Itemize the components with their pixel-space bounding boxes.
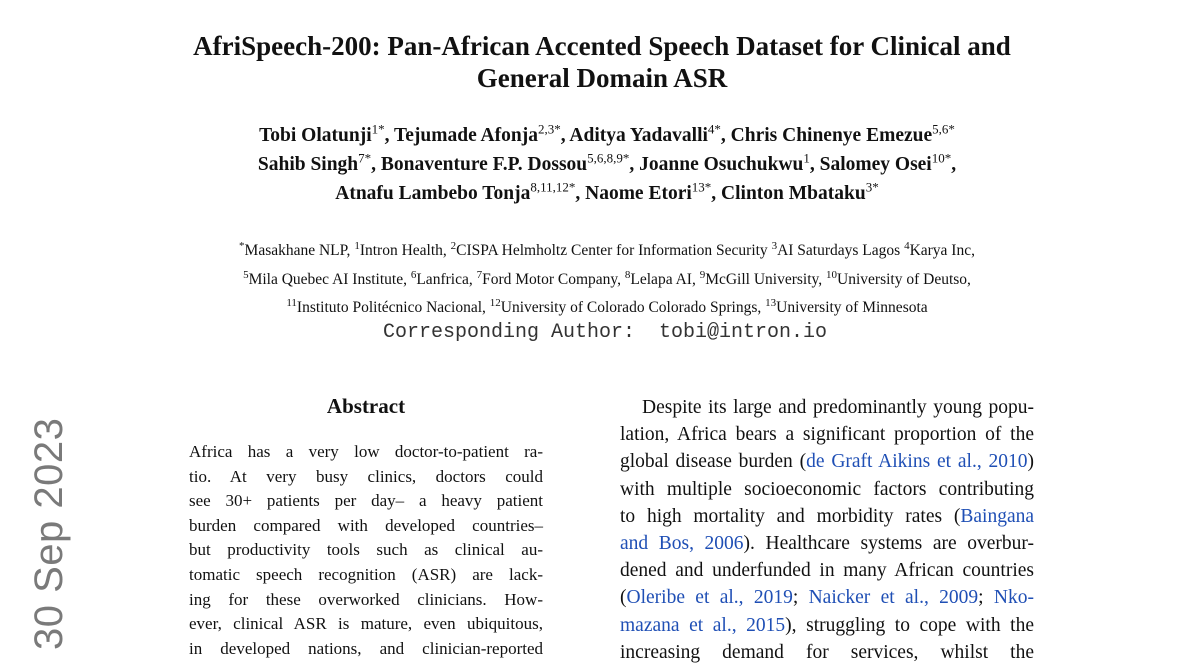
author-list xyxy=(0,121,1200,208)
affiliation-name: Lanfrica, xyxy=(416,270,473,288)
affiliation-name: University of Colorado Colorado Springs, xyxy=(500,299,762,316)
author-affiliation-marker: 5,6,8,9* xyxy=(587,150,630,166)
affiliation-marker: 13 xyxy=(765,296,777,309)
author-affiliation-marker: 13* xyxy=(691,179,712,195)
author-name: Chris Chinenye Emezue xyxy=(730,125,933,146)
affiliation-name: Lelapa AI, xyxy=(630,270,696,288)
affiliation-marker: 5 xyxy=(243,268,249,281)
intro-line xyxy=(620,448,1034,475)
affiliation-marker: 10 xyxy=(826,268,838,281)
intro-line: dened and underfunded in many African countries xyxy=(620,560,1034,582)
abstract-line: tio. At very busy clinics, doctors could xyxy=(189,466,543,486)
affiliation-line-2 xyxy=(0,266,1200,295)
affiliation-marker: 12 xyxy=(489,296,501,309)
author-name: Naome Etori xyxy=(585,183,692,204)
abstract-line: Africa has a very low doctor-to-patient ra- xyxy=(189,442,543,461)
abstract-line: burden compared with developed countries– xyxy=(189,515,543,535)
author-name: Aditya Yadavalli xyxy=(569,125,708,146)
citation-link[interactable]: mazana et al., 2015 xyxy=(620,614,786,636)
intro-line: Despite its large and predominantly young popu- xyxy=(642,397,1034,418)
abstract-line: in developed nations, and clinician-reported xyxy=(189,638,543,658)
affiliation-name: Mila Quebec AI Institute, xyxy=(248,270,407,288)
affiliation-marker: 2 xyxy=(450,239,457,252)
author-line-1: Tobi Olatunji$^{1*}$, Tejumade Afonja$^{2,3*}$, Aditya Yadavalli$^{4*}$, Chris Chinenye Emezue$^{5,6*}$ xyxy=(259,121,955,146)
introduction-text xyxy=(620,394,1034,666)
affiliation-name: McGill University, xyxy=(705,270,823,288)
author-name: Clinton Mbataku xyxy=(721,183,866,204)
author-line-3: Atnafu Lambebo Tonja$^{8,11,12*}$, Naome Etori$^{13*}$, Clinton Mbataku$^{3*}$ xyxy=(335,179,879,204)
citation-link[interactable]: and Bos, 2006 xyxy=(620,533,744,555)
citation-link[interactable]: Oleribe et al., 2019 xyxy=(626,587,793,609)
author-name: Salomey Osei xyxy=(819,154,932,175)
citation-link[interactable]: Naicker et al., 2009 xyxy=(808,587,979,609)
intro-line xyxy=(620,503,1034,530)
author-affiliation-marker: 2,3* xyxy=(537,121,561,137)
intro-line: lation, Africa bears a significant proportion of the xyxy=(620,424,1034,446)
affiliation-marker: 4 xyxy=(904,239,910,252)
affiliation-name: Karya Inc, xyxy=(909,242,975,259)
affiliation-list xyxy=(0,237,1200,323)
affiliation-name: University of Minnesota xyxy=(776,299,928,316)
affiliation-marker: 6 xyxy=(410,268,417,281)
intro-line xyxy=(620,612,1034,639)
citation-link[interactable]: Baingana xyxy=(960,505,1034,527)
author-affiliation-marker: 1 xyxy=(803,150,810,166)
intro-text-run: to high mortality and morbidity rates ( xyxy=(620,505,961,527)
author-affiliation-marker: 1* xyxy=(371,121,385,137)
author-affiliation-marker: 3* xyxy=(865,179,879,195)
author-affiliation-marker: 4* xyxy=(707,121,721,137)
abstract-heading: Abstract xyxy=(326,394,406,418)
abstract-line: tomatic speech recognition (ASR) are lack- xyxy=(189,564,543,584)
affiliation-marker: 3 xyxy=(771,239,778,252)
abstract-text xyxy=(189,440,543,661)
author-name: Tejumade Afonja xyxy=(394,125,538,146)
arxiv-date-stamp: 30 Sep 2023 xyxy=(27,417,71,650)
affiliation-name: Ford Motor Company, xyxy=(482,270,622,288)
author-name: Joanne Osuchukwu xyxy=(639,154,804,175)
abstract-line: see 30+ patients per day– a heavy patient xyxy=(189,491,543,511)
paper-title xyxy=(0,30,1200,94)
author-name: Tobi Olatunji xyxy=(259,125,372,146)
title-line-1: AfriSpeech-200: Pan-African Accented Speech Dataset for Clinical and xyxy=(193,31,1011,61)
author-name: Atnafu Lambebo Tonja xyxy=(335,183,531,204)
title-line-2: General Domain ASR xyxy=(476,63,728,93)
author-name: Bonaventure F.P. Dossou xyxy=(380,154,588,175)
citation-link[interactable]: Nko- xyxy=(993,587,1034,609)
author-affiliation-marker: 10* xyxy=(931,150,952,166)
affiliation-marker: 7 xyxy=(476,268,483,281)
affiliation-marker: 11 xyxy=(286,296,297,309)
affiliation-marker: 1 xyxy=(354,239,360,252)
abstract-line: ing for these overworked clinicians. How- xyxy=(189,589,543,609)
affiliation-name: CISPA Helmholtz Center for Information Security xyxy=(456,242,768,259)
affiliation-name: Intron Health, xyxy=(359,242,447,259)
abstract-line: but productivity tools such as clinical au- xyxy=(189,540,543,560)
affiliation-marker: * xyxy=(239,239,245,252)
corresponding-author: Corresponding Author: tobi@intron.io xyxy=(382,321,828,344)
intro-line: increasing demand for services, whilst the xyxy=(620,641,1034,663)
intro-text-run: ), struggling to cope with the xyxy=(785,614,1034,636)
affiliation-marker: 9 xyxy=(699,268,706,281)
affiliation-marker: 8 xyxy=(624,268,631,281)
intro-line xyxy=(620,530,1034,557)
author-affiliation-marker: 5,6* xyxy=(932,121,955,137)
intro-line: with multiple socioeconomic factors contributing xyxy=(620,478,1034,500)
citation-link[interactable]: de Graft Aikins et al., 2010 xyxy=(806,451,1028,473)
affiliation-line-1 xyxy=(0,237,1200,266)
author-affiliation-marker: 8,11,12* xyxy=(530,179,576,195)
intro-text-run: ( xyxy=(620,587,627,609)
affiliation-name: AI Saturdays Lagos xyxy=(777,242,901,259)
intro-text-run: ) xyxy=(1027,451,1034,473)
intro-text-run: ; xyxy=(978,587,994,609)
author-name: Sahib Singh xyxy=(257,154,359,175)
abstract-line: ever, clinical ASR is mature, even ubiquitous, xyxy=(189,614,543,634)
affiliation-name: Masakhane NLP, xyxy=(244,242,351,259)
intro-line xyxy=(620,584,1034,611)
intro-text-run: ; xyxy=(792,587,809,609)
author-line-2: Sahib Singh$^{7*}$, Bonaventure F.P. Dossou$^{5,6,8,9*}$, Joanne Osuchukwu$^1$, Salomey Osei$^{10*}$, xyxy=(257,150,957,175)
intro-text-run: ). Healthcare systems are overbur- xyxy=(743,533,1034,555)
affiliation-name: University of Deutso, xyxy=(837,270,971,288)
intro-text-run: global disease burden ( xyxy=(620,451,807,473)
author-affiliation-marker: 7* xyxy=(358,150,372,166)
affiliation-name: Instituto Politécnico Nacional, xyxy=(296,299,486,316)
